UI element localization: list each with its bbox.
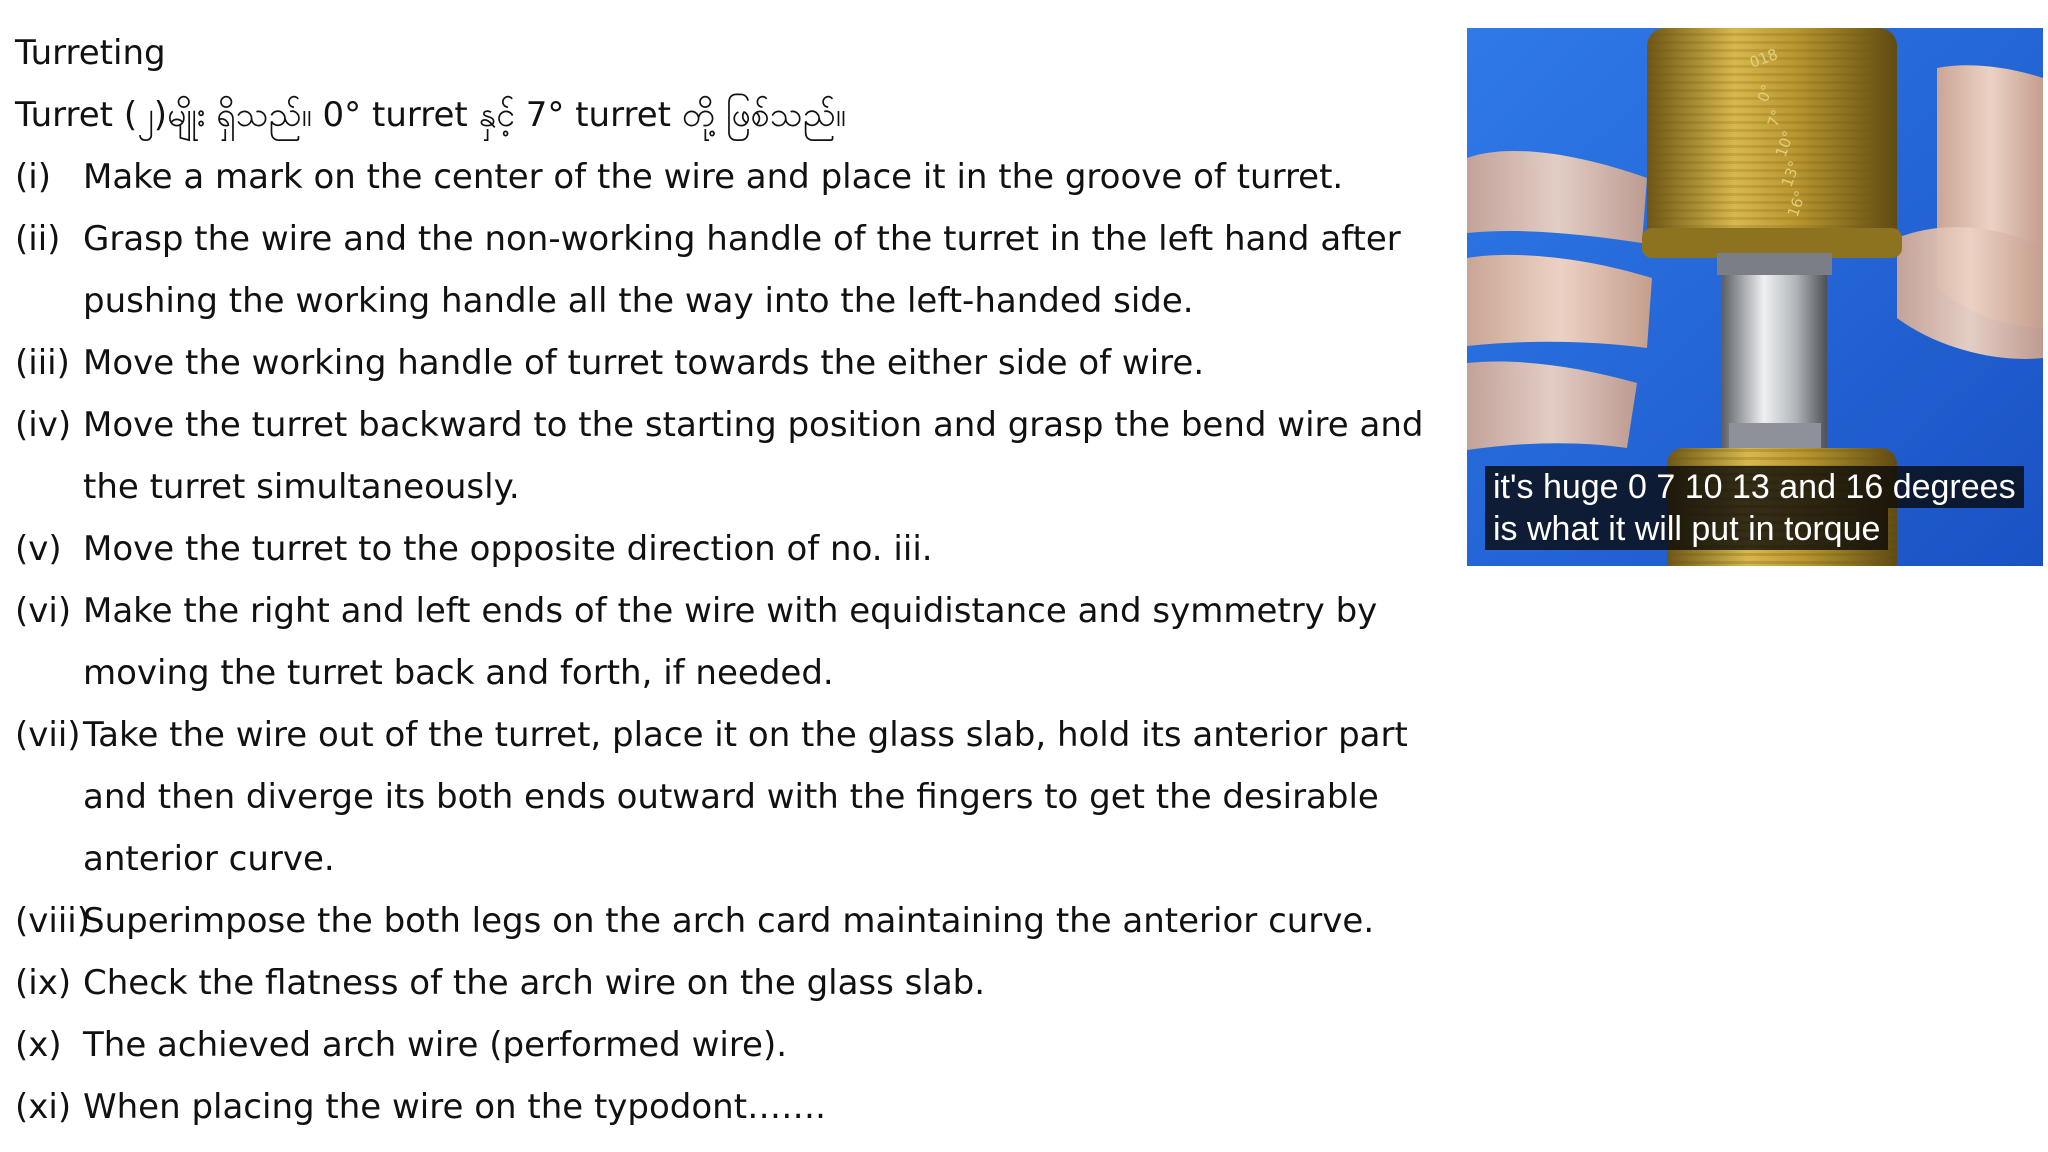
step-number: (i): [15, 157, 51, 197]
section-heading: Turreting: [15, 33, 166, 73]
step-text: Move the turret to the opposite direction of no. iii.: [83, 529, 933, 569]
step-number: (x): [15, 1025, 62, 1065]
list-item: [15, 518, 1455, 580]
engraving-degree: 13°: [1777, 158, 1804, 190]
engraving-size: 018: [1747, 45, 1781, 72]
step-text: Make the right and left ends of the wire with equidistance and symmetry by moving the turret back and forth, if needed.: [83, 591, 1378, 693]
step-number: (xi): [15, 1087, 72, 1127]
step-text: Check the flatness of the arch wire on the glass slab.: [83, 963, 986, 1003]
step-number: (vi): [15, 591, 72, 631]
list-item: [15, 952, 1455, 1014]
list-item: [15, 146, 1455, 208]
step-text: Take the wire out of the turret, place it on the glass slab, hold its anterior part and then diverge its both ends outward with the fingers to get the desirable anterior curve.: [83, 715, 1408, 879]
engraving-degree: 7°: [1763, 107, 1787, 130]
step-number: (iii): [15, 343, 70, 383]
engraving-degree: 10°: [1771, 128, 1798, 160]
list-item: [15, 1014, 1455, 1076]
list-item: [15, 704, 1455, 890]
engraving-degree: 0°: [1753, 82, 1777, 105]
step-number: (ii): [15, 219, 61, 259]
step-number: (vii): [15, 715, 81, 755]
caption-line: is what it will put in torque: [1485, 508, 1888, 550]
list-item: [15, 394, 1455, 518]
step-number: (ix): [15, 963, 72, 1003]
step-text: When placing the wire on the typodont…….: [83, 1087, 826, 1127]
list-item: [15, 580, 1455, 704]
step-text: Superimpose the both legs on the arch card maintaining the anterior curve.: [83, 901, 1375, 941]
document-body: [15, 22, 1455, 1138]
step-text: The achieved arch wire (performed wire).: [83, 1025, 788, 1065]
list-item: [15, 332, 1455, 394]
step-number: (iv): [15, 405, 72, 445]
video-caption: [1485, 466, 2024, 550]
step-text: Move the working handle of turret towards the either side of wire.: [83, 343, 1205, 383]
step-text: Move the turret backward to the starting position and grasp the bend wire and the turret simultaneously.: [83, 405, 1424, 507]
engraving-degree: 16°: [1783, 188, 1810, 220]
list-item: [15, 1076, 1455, 1138]
list-item: [15, 208, 1455, 332]
list-item: [15, 890, 1455, 952]
intro-line: Turret (၂)မျိုး ရှိသည်။ 0° turret နှင့် 7° turret တို့ ဖြစ်သည်။: [15, 95, 846, 135]
step-number: (viii): [15, 901, 90, 941]
step-text: Grasp the wire and the non-working handle of the turret in the left hand after pushing the working handle all the way into the left-handed side.: [83, 219, 1401, 321]
caption-line: it's huge 0 7 10 13 and 16 degrees: [1485, 466, 2024, 508]
step-text: Make a mark on the center of the wire and place it in the groove of turret.: [83, 157, 1344, 197]
video-still: [1467, 28, 2043, 566]
step-number: (v): [15, 529, 62, 569]
